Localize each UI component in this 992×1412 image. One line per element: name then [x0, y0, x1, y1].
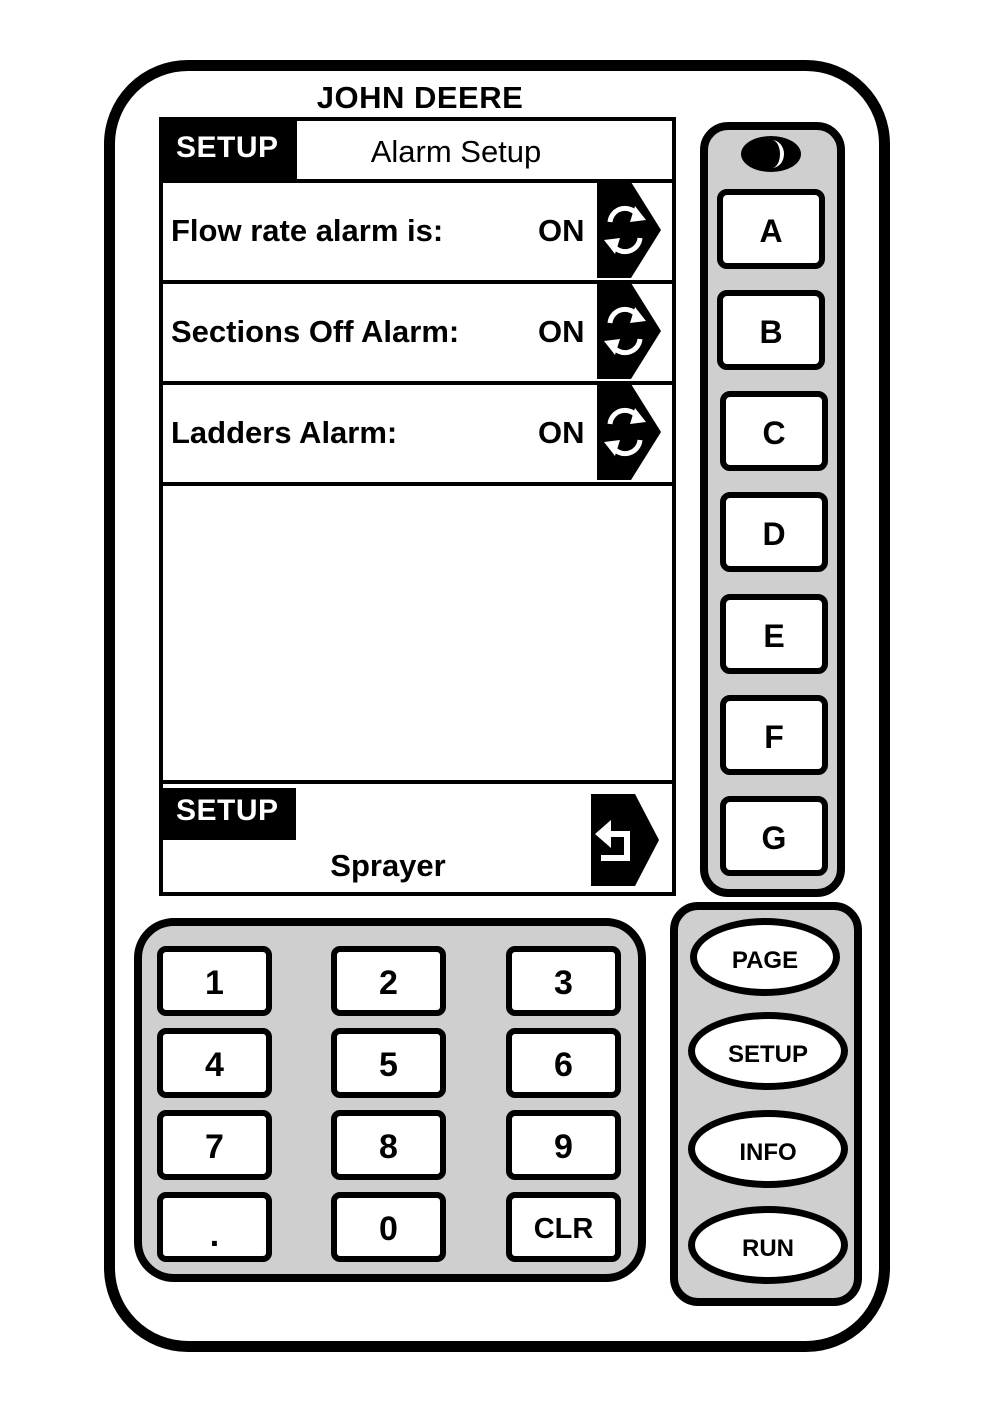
- screen-header: [163, 121, 672, 179]
- alarm-row-value: ON: [538, 415, 585, 450]
- alarm-row-flow-rate[interactable]: [163, 179, 672, 276]
- key-clear[interactable]: CLR: [506, 1192, 621, 1262]
- run-button[interactable]: RUN: [688, 1206, 848, 1284]
- empty-screen-area: [163, 482, 672, 784]
- footer-subtitle: Sprayer: [330, 848, 446, 883]
- key-2[interactable]: 2: [331, 946, 446, 1016]
- toggle-cycle-icon[interactable]: [597, 182, 661, 278]
- day-night-icon: [740, 134, 802, 174]
- softkey-e[interactable]: E: [720, 594, 828, 674]
- header-mode-tag: SETUP: [163, 121, 297, 179]
- softkey-g[interactable]: G: [720, 796, 828, 876]
- footer-mode-tag: SETUP: [163, 788, 296, 840]
- key-6[interactable]: 6: [506, 1028, 621, 1098]
- return-arrow-icon[interactable]: [591, 794, 659, 886]
- key-8[interactable]: 8: [331, 1110, 446, 1180]
- alarm-row-ladders[interactable]: [163, 381, 672, 478]
- softkey-f[interactable]: F: [720, 695, 828, 775]
- brand-label: JOHN DEERE: [316, 80, 524, 115]
- alarm-row-label: Ladders Alarm:: [171, 415, 398, 450]
- screen-footer: [163, 788, 672, 892]
- key-7[interactable]: 7: [157, 1110, 272, 1180]
- page-button[interactable]: PAGE: [690, 918, 840, 996]
- alarm-row-value: ON: [538, 213, 585, 248]
- alarm-row-sections-off[interactable]: [163, 280, 672, 377]
- key-5[interactable]: 5: [331, 1028, 446, 1098]
- key-4[interactable]: 4: [157, 1028, 272, 1098]
- key-0[interactable]: 0: [331, 1192, 446, 1262]
- setup-button[interactable]: SETUP: [688, 1012, 848, 1090]
- softkey-c[interactable]: C: [720, 391, 828, 471]
- info-button[interactable]: INFO: [688, 1110, 848, 1188]
- softkey-b[interactable]: B: [717, 290, 825, 370]
- key-1[interactable]: 1: [157, 946, 272, 1016]
- softkey-a[interactable]: A: [717, 189, 825, 269]
- key-9[interactable]: 9: [506, 1110, 621, 1180]
- softkey-d[interactable]: D: [720, 492, 828, 572]
- alarm-row-value: ON: [538, 314, 585, 349]
- alarm-row-label: Flow rate alarm is:: [171, 213, 444, 248]
- alarm-row-label: Sections Off Alarm:: [171, 314, 460, 349]
- toggle-cycle-icon[interactable]: [597, 283, 661, 379]
- key-3[interactable]: 3: [506, 946, 621, 1016]
- toggle-cycle-icon[interactable]: [597, 384, 661, 480]
- key-decimal[interactable]: .: [157, 1192, 272, 1262]
- page-title: Alarm Setup: [370, 134, 542, 169]
